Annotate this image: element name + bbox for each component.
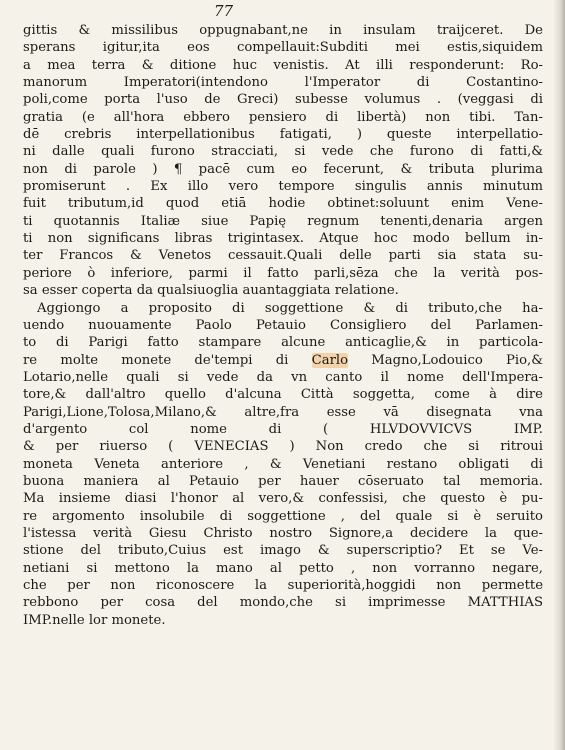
text-line-29: re argomento insolubile di soggettione , del quale si è seruito [23, 508, 543, 524]
text-line-26: moneta Veneta anteriore , & Venetiani restano obligati di [23, 456, 543, 472]
text-line-19: to di Parigi fatto stampare alcune anticaglie,& in particola- [23, 335, 543, 351]
text-line-3: a mea terra & ditione huc venistis. At illi responderunt: Ro- [23, 57, 543, 73]
text-line-33: che per non riconoscere la superiorità,hoggidi non permette [23, 578, 543, 593]
text-line-6: gratia (e all'hora ebbero pensiero di libertà) non tibi. Tan- [23, 109, 543, 125]
text-line-10: promiserunt . Ex illo vero tempore singulis annis minutum [23, 179, 543, 195]
text-line-4: manorum Imperatori(intendono l'Imperator di Costantino- [23, 75, 543, 91]
text-line-14: ter Francos & Venetos cessauit.Quali delle parti sia stata su- [23, 248, 543, 264]
text-line-15: periore ò inferiore, parmi il fatto parli,sēza che la verità pos- [23, 265, 543, 281]
text-line-16: sa esser coperta da qualsiuoglia auantaggiata relatione. [23, 283, 399, 299]
text-line-25: & per riuerso ( VENECIAS ) Non credo che si ritroui [23, 439, 543, 455]
text-line-32: netiani si mettono la mano al petto , non vorranno negare, [23, 560, 543, 576]
text-line-12: ti quotannis Italiæ siue Papię regnum tenenti,denaria argen [23, 213, 543, 229]
text-line-34: rebbono per cosa del mondo,che si imprimesse MATTHIAS [23, 595, 543, 611]
highlighted-word: Carlo [311, 352, 349, 368]
text-line-7: dē crebris interpellationibus fatigati, ) queste interpellatio- [23, 127, 543, 143]
page-number: 77 [214, 2, 234, 20]
text-line-22: tore,& dall'altro quello d'alcuna Città soggetta, come à dire [23, 387, 543, 403]
text-line-1: gittis & missilibus oppugnabant,ne in insulam traijceret. De [23, 23, 543, 38]
text-line-2: sperans igitur,ita eos compellauit:Subditi mei estis,siquidem [23, 40, 543, 56]
text-line-20-start: re molte monete de'tempi di [23, 352, 312, 368]
text-line-27: buona maniera al Petauio per hauer cōseruato tal memoria. [23, 473, 543, 489]
text-line-8: ni dalle quali furono stracciati, si vede che furono di fatti,& [23, 144, 543, 160]
page-edge-shadow [553, 0, 565, 750]
text-line-20 [23, 352, 543, 369]
text-line-20-end: Magno,Lodouico Pio,& [348, 352, 543, 368]
text-line-30: l'istessa verità Giesu Christo nostro Signore,a decidere la que- [23, 525, 543, 541]
text-line-31: stione del tributo,Cuius est imago & superscriptio? Et se Ve- [23, 543, 543, 559]
text-line-28: Ma insieme diasi l'honor al vero,& confessisi, che questo è pu- [23, 491, 543, 507]
text-line-9: non di parole ) ¶ pacē cum eo fecerunt, & tributa plurima [23, 161, 543, 177]
text-line-5: poli,come porta l'uso de Greci) subesse volumus . (veggasi di [23, 92, 543, 108]
text-line-23: Parigi,Lione,Tolosa,Milano,& altre,fra esse vā disegnata vna [23, 404, 543, 420]
text-line-18: uendo nuouamente Paolo Petauio Consigliero del Parlamen- [23, 317, 543, 333]
text-line-11: fuit tributum,id quod etiā hodie obtinet:soluunt enim Vene- [23, 196, 543, 212]
text-line-24: d'argento col nome di ( HLVDOVVICVS IMP. [23, 421, 543, 437]
body-text [23, 22, 543, 629]
text-line-13: ti non significans libras trigintasex. Atque hoc modo bellum in- [23, 231, 543, 247]
text-line-21: Lotario,nelle quali si vede da vn canto il nome dell'Impera- [23, 369, 543, 385]
text-line-35: IMP.nelle lor monete. [23, 612, 166, 628]
text-line-17: Aggiongo a proposito di soggettione & di tributo,che ha- [37, 300, 543, 316]
